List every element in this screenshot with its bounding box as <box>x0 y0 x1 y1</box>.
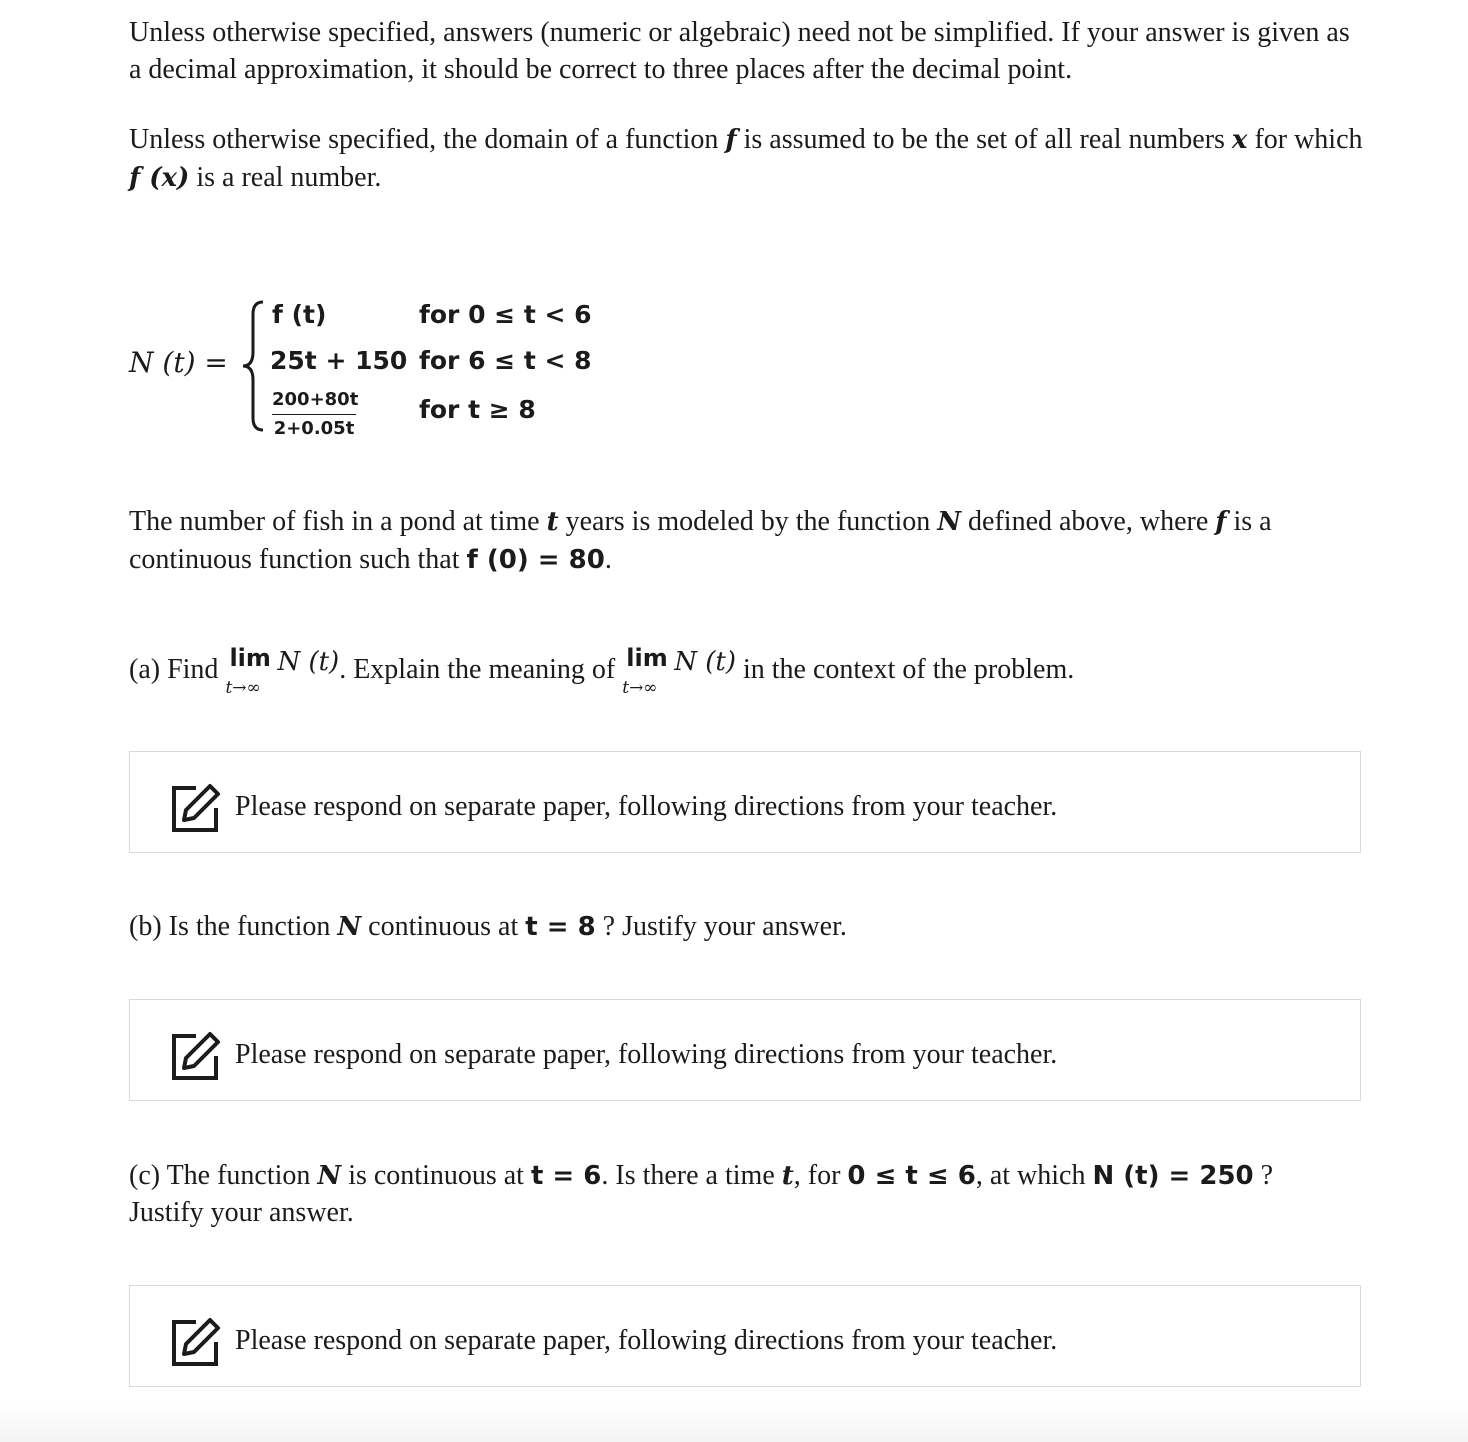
context-text-3: defined above, where <box>961 506 1216 537</box>
part-c-prefix: (c) The function <box>129 1160 318 1191</box>
limit-word-2: lim <box>626 644 668 672</box>
part-c-line2: Justify your answer. <box>129 1197 354 1228</box>
case-1-expr: f (t) <box>272 300 327 329</box>
context-text-1: The number of fish in a pond at time <box>129 506 547 537</box>
part-c-suffix: ? <box>1253 1160 1274 1191</box>
definition-lhs: N (t) = <box>129 346 228 379</box>
limit-subscript: t→∞ <box>225 678 261 698</box>
instructions-simplification: Unless otherwise specified, answers (numeric or algebraic) need not be simplified. If your answer is given as a decimal approximation, it should be correct to three places after the decimal point. <box>129 17 1350 85</box>
instructions-domain <box>129 121 1363 197</box>
response-message: Please respond on separate paper, following directions from your teacher. <box>235 1325 1058 1356</box>
case-3-condition: for t ≥ 8 <box>419 395 536 424</box>
fraction-numerator: 200+80t <box>272 388 356 415</box>
var-f: f <box>725 125 737 155</box>
context-text-5: . <box>604 544 612 575</box>
limit-operator <box>225 644 277 698</box>
response-box-a[interactable] <box>129 751 1361 853</box>
domain-text-1: Unless otherwise specified, the domain of a function <box>129 124 726 155</box>
case-3-fraction <box>272 388 359 441</box>
var-f-context: f <box>1215 507 1227 537</box>
case-2-condition: for 6 ≤ t < 8 <box>419 346 592 375</box>
context-text-2: years is modeled by the function <box>558 506 938 537</box>
response-box-b[interactable] <box>129 999 1361 1101</box>
part-b-mid: continuous at <box>361 911 526 942</box>
part-b-prefix: (b) Is the function <box>129 911 338 942</box>
initial-condition: f (0) = 80 <box>466 545 605 575</box>
part-c-eq2: N (t) = 250 <box>1092 1161 1254 1191</box>
expr-fx: f (x) <box>129 163 190 193</box>
var-x: x <box>1231 125 1248 155</box>
part-c-eq1: t = 6 <box>530 1161 602 1191</box>
limit-expr: N (t) <box>277 647 340 677</box>
var-t-c: t <box>781 1161 794 1191</box>
part-c-mid1: is continuous at <box>341 1160 531 1191</box>
part-a-mid: . Explain the meaning of <box>339 654 623 685</box>
part-a-suffix: in the context of the problem. <box>735 654 1075 685</box>
var-N-b: N <box>337 912 362 942</box>
part-b-equation: t = 8 <box>525 912 596 942</box>
limit-word: lim <box>229 644 271 672</box>
domain-text-4: is a real number. <box>189 162 382 193</box>
piecewise-definition <box>129 296 729 439</box>
limit-expr-2: N (t) <box>674 647 736 677</box>
edit-pencil-icon <box>170 1316 222 1368</box>
part-c-mid3: , for <box>793 1160 848 1191</box>
footer-shade <box>0 1405 1468 1442</box>
case-1-condition: for 0 ≤ t < 6 <box>419 300 592 329</box>
part-b-suffix: ? Justify your answer. <box>595 911 847 942</box>
problem-context <box>129 503 1363 579</box>
var-t: t <box>546 507 559 537</box>
part-a-question <box>129 644 1075 698</box>
edit-pencil-icon <box>170 1030 222 1082</box>
var-N: N <box>937 507 962 537</box>
part-c-inequality: 0 ≤ t ≤ 6 <box>847 1161 976 1191</box>
response-box-c[interactable] <box>129 1285 1361 1387</box>
response-message: Please respond on separate paper, following directions from your teacher. <box>235 1039 1058 1070</box>
left-brace <box>239 296 269 436</box>
part-b-question <box>129 908 847 946</box>
part-a-prefix: (a) Find <box>129 654 226 685</box>
response-message: Please respond on separate paper, following directions from your teacher. <box>235 791 1058 822</box>
limit-subscript-2: t→∞ <box>622 678 658 698</box>
part-c-question <box>129 1157 1273 1195</box>
part-c-mid2: . Is there a time <box>601 1160 782 1191</box>
context-text-4: is a continuous function such that <box>129 506 1272 575</box>
var-N-c: N <box>317 1161 342 1191</box>
edit-pencil-icon <box>170 782 222 834</box>
domain-text-3: for which <box>1247 124 1363 155</box>
limit-operator-2 <box>622 644 674 698</box>
case-2-expr: 25t + 150 <box>270 346 408 375</box>
part-c-mid4: , at which <box>975 1160 1093 1191</box>
fraction-denominator: 2+0.05t <box>273 418 355 439</box>
domain-text-2: is assumed to be the set of all real numbers <box>736 124 1232 155</box>
